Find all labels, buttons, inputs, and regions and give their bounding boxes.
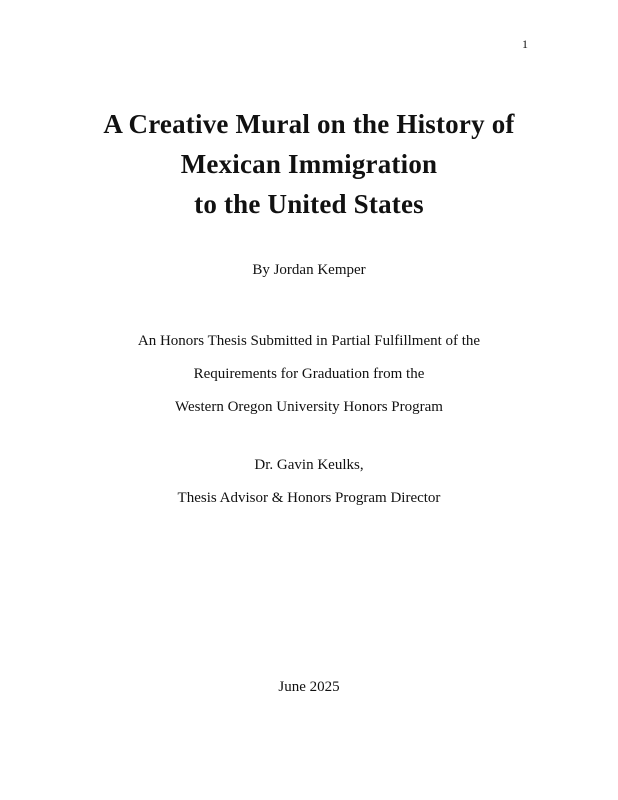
page-number: 1	[522, 37, 528, 51]
submission-line-3: Western Oregon University Honors Program	[175, 399, 443, 415]
document-title	[46, 104, 572, 224]
advisor-name: Dr. Gavin Keulks,	[254, 457, 364, 473]
publication-date: June 2025	[278, 679, 340, 695]
title-line-2: Mexican Immigration	[180, 149, 438, 179]
author-byline: By Jordan Kemper	[252, 262, 366, 278]
submission-statement	[46, 325, 572, 424]
submission-line-2: Requirements for Graduation from the	[193, 366, 425, 382]
advisor-block	[46, 449, 572, 515]
title-line-3: to the United States	[194, 189, 424, 219]
advisor-role: Thesis Advisor & Honors Program Director	[177, 490, 441, 506]
submission-line-1: An Honors Thesis Submitted in Partial Fulfillment of the	[137, 333, 481, 349]
title-line-1: A Creative Mural on the History of	[103, 109, 515, 139]
